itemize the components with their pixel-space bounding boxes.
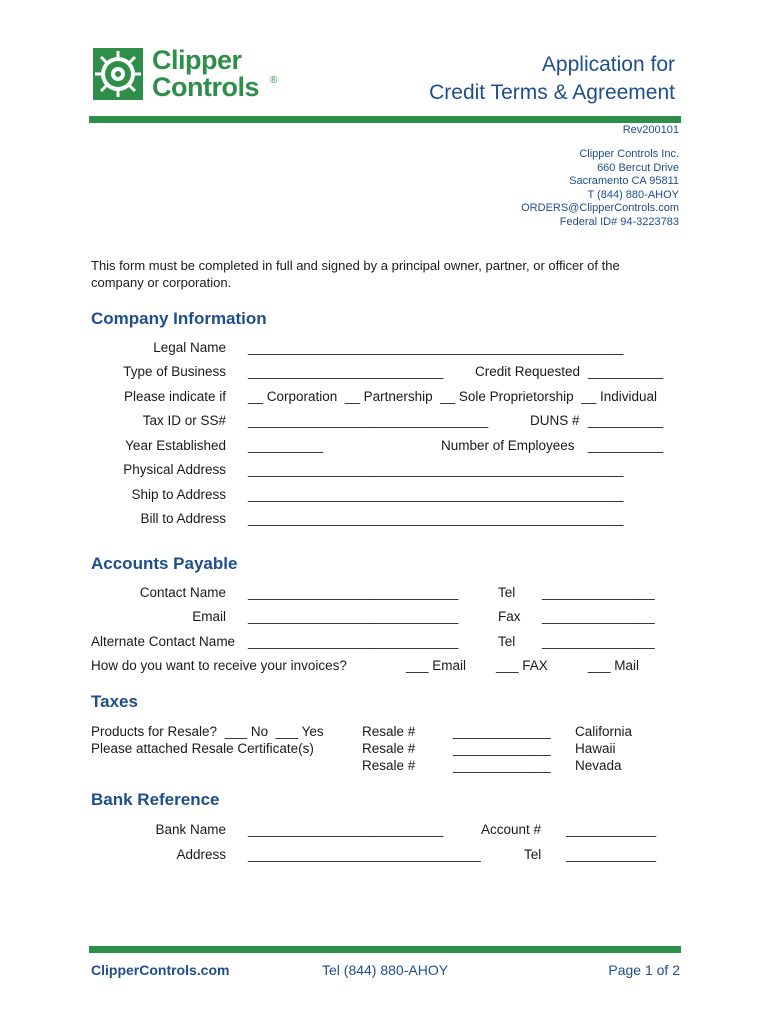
address-line: T (844) 880-AHOY xyxy=(587,188,679,201)
tax-id-label: Tax ID or SS# xyxy=(142,413,226,428)
resale-state-label: Nevada xyxy=(575,758,622,773)
bank-address-field[interactable]: _______________________________ xyxy=(248,847,481,862)
duns-label: DUNS # xyxy=(530,413,580,428)
address-line: Clipper Controls Inc. xyxy=(579,148,679,160)
ap-tel-field[interactable]: _______________ xyxy=(542,585,655,600)
bank-name-label: Bank Name xyxy=(155,822,226,837)
address-line: Sacramento CA 95811 xyxy=(569,175,679,187)
account-number-label: Account # xyxy=(481,822,542,837)
tax-id-field[interactable]: ________________________________ xyxy=(248,413,489,428)
revision-label: Rev200101 xyxy=(622,124,679,136)
bank-reference-heading: Bank Reference xyxy=(91,790,220,809)
ap-tel-label: Tel xyxy=(498,585,516,600)
footer-website[interactable]: ClipperControls.com xyxy=(91,962,230,978)
please-indicate-label: Please indicate if xyxy=(123,389,226,404)
document-title-line-2: Credit Terms & Agreement xyxy=(429,81,675,104)
footer-phone: Tel (844) 880-AHOY xyxy=(322,962,449,978)
ap-email-field[interactable]: ____________________________ xyxy=(248,609,459,624)
footer-page-number: Page 1 of 2 xyxy=(608,962,680,978)
bill-to-address-label: Bill to Address xyxy=(140,511,226,526)
alt-contact-name-field[interactable]: ____________________________ xyxy=(248,634,459,649)
address-line: Federal ID# 94-3223783 xyxy=(559,215,679,228)
type-of-business-label: Type of Business xyxy=(123,364,226,379)
intro-text-line-1: This form must be completed in full and signed by a principal owner, partner, or officer of the xyxy=(91,258,620,273)
bank-address-label: Address xyxy=(176,847,226,862)
legal-name-label: Legal Name xyxy=(153,340,226,355)
credit-requested-label: Credit Requested xyxy=(475,364,581,379)
year-established-field[interactable]: __________ xyxy=(248,438,324,453)
bank-tel-label: Tel xyxy=(524,847,542,862)
employees-label: Number of Employees xyxy=(441,438,575,453)
resale-state-label: California xyxy=(575,724,633,739)
resale-question[interactable]: Products for Resale? ___ No ___ Yes xyxy=(91,724,324,739)
ap-fax-field[interactable]: _______________ xyxy=(542,609,655,624)
invoice-mail-option[interactable]: ___ Mail xyxy=(588,658,640,673)
address-line: ORDERS@ClipperControls.com xyxy=(521,202,679,214)
ship-to-address-field[interactable]: __________________________________________________ xyxy=(248,487,624,502)
compass-wheel-icon xyxy=(92,47,144,101)
header-divider xyxy=(89,116,681,123)
resale-number-field[interactable]: _____________ xyxy=(453,724,551,739)
invoice-delivery-question: How do you want to receive your invoices? xyxy=(91,658,347,673)
business-type-options[interactable]: __ Corporation __ Partnership __ Sole Proprietorship __ Individual xyxy=(248,389,657,404)
type-of-business-field[interactable]: __________________________ xyxy=(248,364,444,379)
document-title-line-1: Application for xyxy=(541,53,675,76)
ship-to-address-label: Ship to Address xyxy=(131,487,226,502)
physical-address-field[interactable]: __________________________________________________ xyxy=(248,462,624,477)
logo-line-1: Clipper xyxy=(152,45,242,75)
employees-field[interactable]: __________ xyxy=(588,438,664,453)
taxes-heading: Taxes xyxy=(91,692,138,711)
footer-divider xyxy=(89,946,681,953)
resale-certificate-note: Please attached Resale Certificate(s) xyxy=(91,741,314,756)
year-established-label: Year Established xyxy=(125,438,226,453)
resale-number-field[interactable]: _____________ xyxy=(453,758,551,773)
ap-contact-name-field[interactable]: ____________________________ xyxy=(248,585,459,600)
physical-address-label: Physical Address xyxy=(123,462,226,477)
bank-name-field[interactable]: __________________________ xyxy=(248,822,444,837)
alt-tel-label: Tel xyxy=(498,634,516,649)
duns-field[interactable]: __________ xyxy=(588,413,664,428)
intro-text-line-2: company or corporation. xyxy=(91,275,232,290)
resale-number-label: Resale # xyxy=(362,758,416,773)
account-number-field[interactable]: ____________ xyxy=(566,822,657,837)
resale-number-label: Resale # xyxy=(362,741,416,756)
credit-requested-field[interactable]: __________ xyxy=(588,364,664,379)
legal-name-field[interactable]: __________________________________________________ xyxy=(248,340,624,355)
logo-line-2: Controls xyxy=(152,72,259,102)
bank-tel-field[interactable]: ____________ xyxy=(566,847,657,862)
alt-tel-field[interactable]: _______________ xyxy=(542,634,655,649)
alt-contact-name-label: Alternate Contact Name xyxy=(91,634,236,649)
ap-fax-label: Fax xyxy=(498,609,521,624)
address-line: 660 Bercut Drive xyxy=(597,161,679,174)
registered-mark: ® xyxy=(270,75,278,86)
resale-number-field[interactable]: _____________ xyxy=(453,741,551,756)
ap-email-label: Email xyxy=(192,609,226,624)
company-information-heading: Company Information xyxy=(91,309,267,328)
invoice-fax-option[interactable]: ___ FAX xyxy=(496,658,548,673)
bill-to-address-field[interactable]: __________________________________________________ xyxy=(248,511,624,526)
ap-contact-name-label: Contact Name xyxy=(139,585,226,600)
resale-state-label: Hawaii xyxy=(575,741,616,756)
invoice-email-option[interactable]: ___ Email xyxy=(406,658,467,673)
accounts-payable-heading: Accounts Payable xyxy=(91,554,238,573)
resale-number-label: Resale # xyxy=(362,724,416,739)
